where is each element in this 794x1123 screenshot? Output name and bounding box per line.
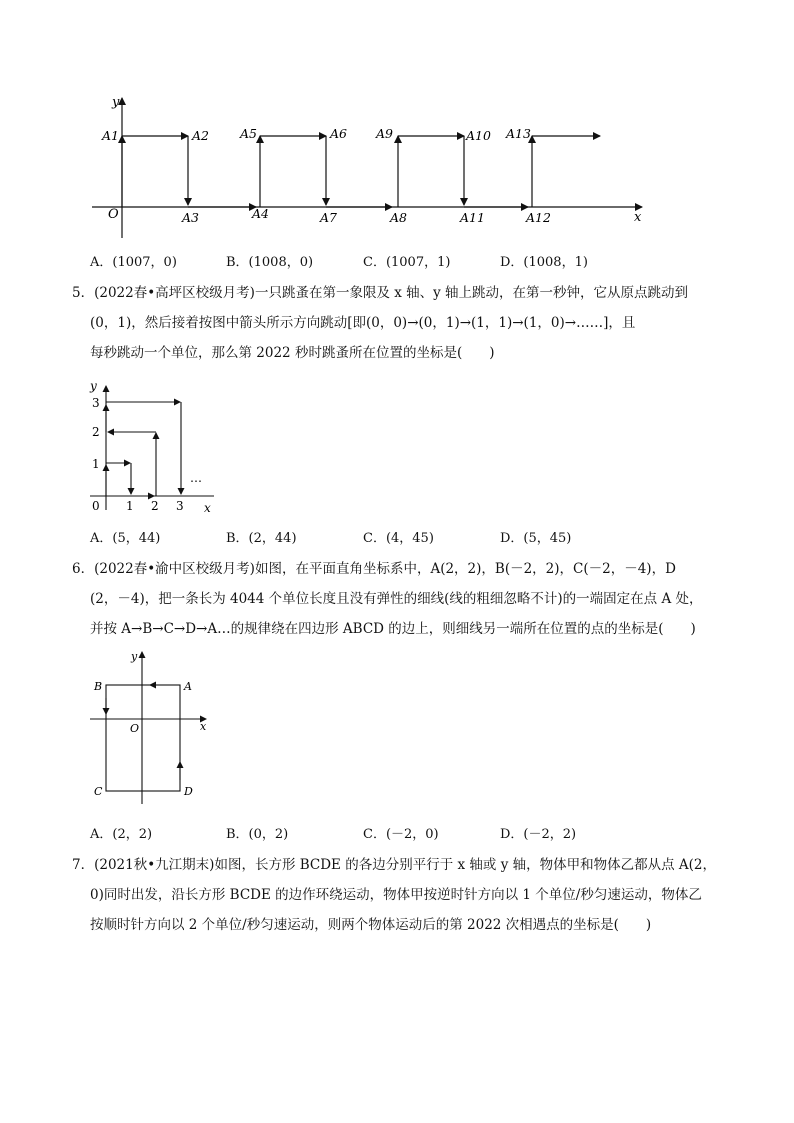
q6-option-d[interactable]: D．(－2，2) [500, 827, 577, 842]
q6-origin-label: O [130, 722, 140, 735]
q6-option-c[interactable]: C．(－2，0) [363, 827, 439, 842]
q5-line-3: 每秒跳动一个单位，那么第 2022 秒时跳蚤所在位置的坐标是( ) [90, 345, 495, 361]
q6-label-a: A [184, 680, 192, 693]
q4-label-a7: A7 [320, 210, 337, 225]
q6-line-2: (2，－4)，把一条长为 4044 个单位长度且没有弹性的细线(线的粗细忽略不计)的一端固定在点 A 处， [90, 591, 703, 607]
q5-ellipsis: … [190, 471, 202, 485]
question-6 [72, 554, 732, 644]
question-7 [72, 850, 732, 940]
q5-line-1: 5．(2022春•高坪区校级月考)一只跳蚤在第一象限及 x 轴、y 轴上跳动，在第一秒钟，它从原点跳动到 [72, 285, 689, 301]
q7-line-3: 按顺时针方向以 2 个单位/秒匀速运动，则两个物体运动后的第 2022 次相遇点的坐标是( ) [90, 917, 652, 933]
q4-figure [80, 90, 660, 240]
q6-label-b: B [94, 680, 103, 693]
q6-figure [88, 648, 218, 806]
question-5 [72, 278, 732, 368]
q5-xtick-2: 2 [151, 499, 159, 513]
q5-ytick-1: 1 [92, 457, 100, 471]
q5-option-c[interactable]: C．(4，45) [363, 531, 434, 546]
q4-option-b[interactable]: B．(1008，0) [226, 255, 314, 270]
q5-option-d[interactable]: D．(5，45) [500, 531, 572, 546]
q4-label-a5: A5 [240, 126, 257, 141]
q5-xtick-3: 3 [176, 499, 184, 513]
q5-option-a[interactable]: A．(5，44) [90, 531, 161, 546]
q5-xtick-1: 1 [126, 499, 134, 513]
q6-rectangle-abcd [106, 685, 180, 791]
q5-x-label: x [204, 501, 211, 515]
q4-y-label: y [112, 95, 120, 110]
q5-labels [89, 379, 211, 515]
q6-y-label: y [131, 650, 138, 663]
q4-label-a2: A2 [192, 128, 209, 143]
q4-option-a[interactable]: A．(1007，0) [90, 255, 177, 270]
q7-line-1: 7．(2021秋•九江期末)如图，长方形 BCDE 的各边分别平行于 x 轴或 y 轴，物体甲和物体乙都从点 A(2， [72, 857, 717, 873]
q4-label-a13: A13 [506, 126, 531, 141]
q5-ytick-3: 3 [92, 396, 100, 410]
q4-label-a10: A10 [466, 128, 491, 143]
q5-line-2: (0，1)，然后接着按图中箭头所示方向跳动[即(0，0)→(0，1)→(1，1)→(1，0)→……]，且 [90, 315, 636, 331]
q4-label-a6: A6 [330, 126, 347, 141]
q6-labels [93, 650, 207, 798]
q4-label-a4: A4 [252, 206, 269, 221]
q6-option-a[interactable]: A．(2，2) [90, 827, 153, 842]
q5-path [106, 402, 181, 496]
q4-x-label: x [634, 210, 642, 225]
q6-line-3: 并按 A→B→C→D→A…的规律绕在四边形 ABCD 的边上，则细线另一端所在位置的点的坐标是( ) [90, 621, 696, 637]
q6-label-d: D [184, 785, 193, 798]
q4-label-a9: A9 [376, 126, 393, 141]
q5-option-b[interactable]: B．(2，44) [226, 531, 297, 546]
q6-line-1: 6．(2022春•渝中区校级月考)如图，在平面直角坐标系中，A(2，2)，B(－2，2)，C(－2，－4)，D [72, 561, 676, 577]
q6-direction-arrows [106, 685, 180, 780]
q6-option-b[interactable]: B．(0，2) [226, 827, 289, 842]
q5-y-label: y [90, 379, 97, 393]
q4-label-a12: A12 [526, 210, 551, 225]
q4-origin-label: O [108, 207, 119, 222]
q5-ytick-2: 2 [92, 425, 100, 439]
q4-label-a11: A11 [460, 210, 485, 225]
q7-line-2: 0)同时出发，沿长方形 BCDE 的边作环绕运动，物体甲按逆时针方向以 1 个单位/秒匀速运动，物体乙 [90, 887, 702, 903]
q6-x-label: x [200, 720, 207, 733]
q4-label-a8: A8 [390, 210, 407, 225]
q4-option-d[interactable]: D．(1008，1) [500, 255, 588, 270]
q5-origin-label: 0 [92, 499, 100, 513]
q4-label-a1: A1 [102, 128, 119, 143]
q4-option-c[interactable]: C．(1007，1) [363, 255, 451, 270]
q4-label-a3: A3 [182, 210, 199, 225]
q4-path [122, 136, 600, 207]
q6-label-c: C [94, 785, 103, 798]
q5-figure [82, 372, 222, 517]
